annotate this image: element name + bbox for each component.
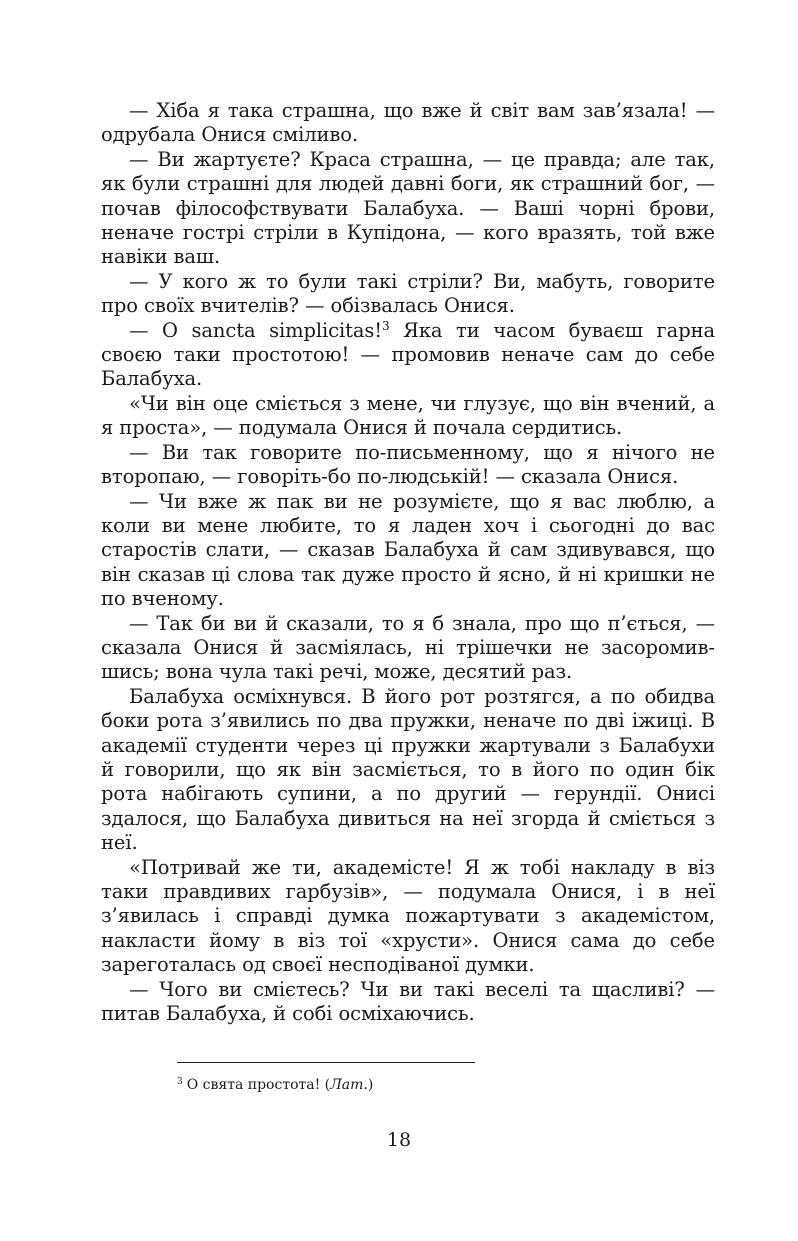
footnote-text: О свята простота! ( <box>186 1077 331 1093</box>
footnote-ref: 3 <box>382 318 390 333</box>
footnote-close: ) <box>367 1077 374 1093</box>
footnote-divider <box>177 1062 475 1063</box>
paragraph-7: — Чи вже ж пак ви не розумієте, що я вас люблю, а коли ви мене любите, то я ладен хоч і сьогодні до вас старостів слати, — сказав Балабуха й сам здивувався, що він сказав ці слова так дуже просто й ясно, й ні кришки не по вченому. <box>101 489 715 611</box>
paragraph-4-before: — О sancta simplicitas! <box>129 318 383 342</box>
paragraph-8: — Так би ви й сказали, то я б знала, про що п’ється, — сказала Онися й засміялась, ні трішечки не засоромившись; вона чула такі речі, може, десятий раз. <box>101 611 715 684</box>
paragraph-1: — Хіба я така страшна, що вже й світ вам зав’язала! — одрубала Онися сміливо. <box>101 99 715 147</box>
paragraph-4-after: Яка ти часом буваєш гарна своєю таки простотою! — промовив неначе сам до себе Балабуха. <box>101 318 715 391</box>
footnote-marker: 3 <box>177 1077 183 1087</box>
paragraph-3: — У кого ж то були такі стріли? Ви, мабуть, говорите про своїх вчителів? — обізвалась Онися. <box>101 269 715 318</box>
footnote <box>177 1073 373 1094</box>
paragraph-2: — Ви жартуєте? Краса страшна, — це правда; але так, як були страшні для людей давні боги, як страшний бог, — почав філософствувати Балабуха. — Ваші чорні брови, неначе гострі стріли в Купідона, — кого вразять, той вже навіки ваш. <box>101 147 715 269</box>
page-number: 18 <box>386 1129 412 1151</box>
paragraph-5: «Чи він оце сміється з мене, чи глузує, що він вчений, а я проста», — подумала Онися й почала сердитись. <box>101 391 715 440</box>
paragraph-9: Балабуха осміхнувся. В його рот розтягся, а по обидва боки рота з’явились по два пружки, неначе по дві іжиці. В академії студенти через ці пружки жартували з Балабухи й говорили, що як він засміється, то в його по один бік рота набігають супини, а по другий — герундії. Онисі здалося, що Балабуха дивиться на неї згорда й сміється з неї. <box>101 684 715 855</box>
main-text <box>101 99 715 1026</box>
paragraph-11: — Чого ви смієтесь? Чи ви такі веселі та щасливі? — питав Балабуха, й собі осміхаючись. <box>101 977 715 1026</box>
paragraph-6: — Ви так говорите по-письменному, що я нічого не второпаю, — говоріть-бо по-людській! — сказала Онися. <box>101 440 715 489</box>
paragraph-10: «Потривай же ти, академісте! Я ж тобі накладу в віз таки правдивих гарбузів», — подумала Онися, і в неї з’явилась і справді думка пожартувати з академістом, накласти йому в віз тої «хрусти». Онися сама до себе зареготалась од своєї несподіваної думки. <box>101 855 715 977</box>
paragraph-4 <box>101 319 715 392</box>
footnote-abbr: Лат. <box>330 1077 368 1093</box>
